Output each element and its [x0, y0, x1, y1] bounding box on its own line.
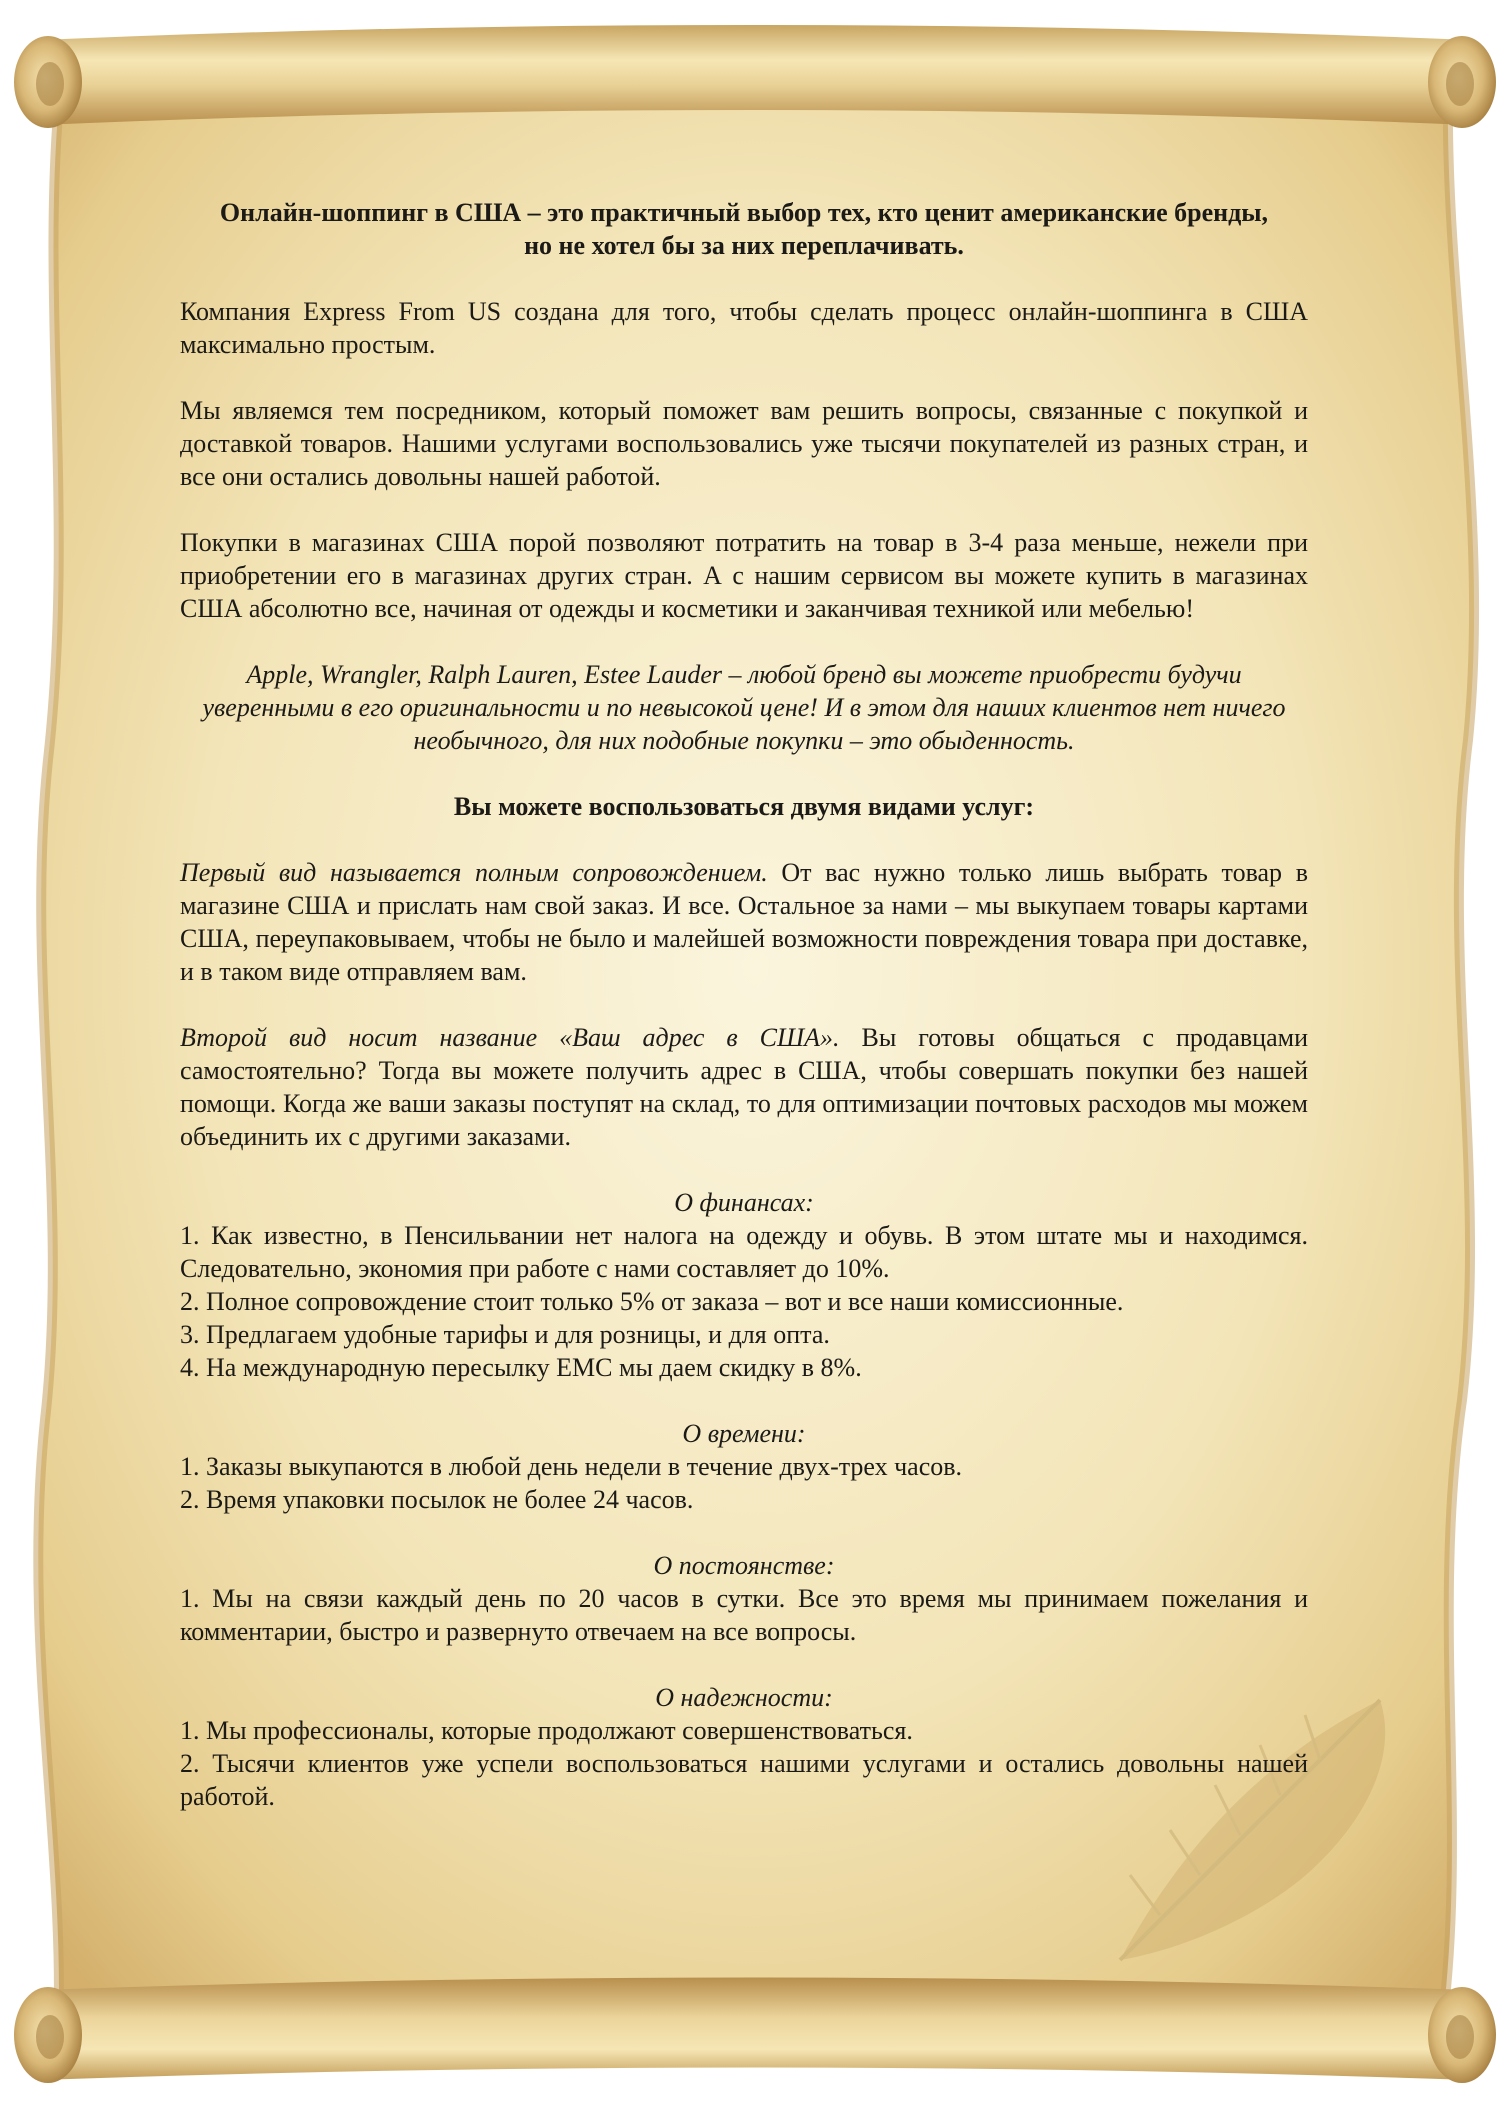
- service-second-paragraph: [180, 1021, 1308, 1153]
- finance-item: 3. Предлагаем удобные тарифы и для розницы, и для опта.: [180, 1320, 830, 1349]
- brands-paragraph: Apple, Wrangler, Ralph Lauren, Estee Lauder – любой бренд вы можете приобрести будучи уверенными в его оригинальности и по невысокой цене! И в этом для наших клиентов нет ничего необычного, для них подобные покупки – это обыденность.: [202, 660, 1286, 755]
- section-title-finance: О финансах:: [674, 1188, 814, 1217]
- constancy-item: 1. Мы на связи каждый день по 20 часов в сутки. Все это время мы принимаем пожелания и комментарии, быстро и развернуто отвечаем на все вопросы.: [180, 1584, 1308, 1646]
- services-heading: Вы можете воспользоваться двумя видами услуг:: [453, 792, 1035, 821]
- reliability-item: 2. Тысячи клиентов уже успели воспользоваться нашими услугами и остались довольны нашей работой.: [180, 1749, 1308, 1811]
- time-item: 2. Время упаковки посылок не более 24 часов.: [180, 1485, 694, 1514]
- prices-paragraph: Покупки в магазинах США порой позволяют потратить на товар в 3-4 раза меньше, нежели при приобретении его в магазинах других стран. А с нашим сервисом вы можете купить в магазинах США абсолютно все, начиная от одежды и косметики и заканчивая техникой или мебелью!: [180, 528, 1308, 623]
- finance-item: 1. Как известно, в Пенсильвании нет налога на одежду и обувь. В этом штате мы и находимся. Следовательно, экономия при работе с нами составляет до 10%.: [180, 1221, 1308, 1283]
- intermediary-paragraph: Мы являемся тем посредником, который поможет вам решить вопросы, связанные с покупкой и доставкой товаров. Нашими услугами воспользовались уже тысячи покупателей из разных стран, и все они остались довольны нашей работой.: [180, 396, 1308, 491]
- section-title-reliability: О надежности:: [655, 1683, 833, 1712]
- document-content: [180, 196, 1308, 1813]
- intro-paragraph: Компания Express From US создана для того, чтобы сделать процесс онлайн-шоппинга в США максимально простым.: [180, 297, 1308, 359]
- service-second-lead: Второй вид носит название «Ваш адрес в США».: [180, 1023, 840, 1052]
- service-second-text: Вы готовы общаться с продавцами самостоятельно? Тогда вы можете получить адрес в США, чтобы совершать покупки без нашей помощи. Когда же ваши заказы поступят на склад, то для оптимизации почтовых расходов мы можем объединить их с другими заказами.: [180, 1023, 1309, 1151]
- finance-item: 4. На международную пересылку EMC мы даем скидку в 8%.: [180, 1353, 862, 1382]
- time-item: 1. Заказы выкупаются в любой день недели в течение двух-трех часов.: [180, 1452, 963, 1481]
- service-first-text: От вас нужно только лишь выбрать товар в магазине США и прислать нам свой заказ. И все. Остальное за нами – мы выкупаем товары картами США, переупаковываем, чтобы не было и малейшей возможности повреждения товара при доставке, и в таком виде отправляем вам.: [180, 858, 1308, 986]
- document-title: Онлайн-шоппинг в США – это практичный выбор тех, кто ценит американские бренды, но не хотел бы за них переплачивать.: [219, 198, 1269, 260]
- section-title-time: О времени:: [682, 1419, 806, 1448]
- service-first-paragraph: [180, 856, 1308, 988]
- finance-item: 2. Полное сопровождение стоит только 5% от заказа – вот и все наши комиссионные.: [180, 1287, 1124, 1316]
- service-first-lead: Первый вид называется полным сопровождением.: [180, 858, 768, 887]
- reliability-item: 1. Мы профессионалы, которые продолжают совершенствоваться.: [180, 1716, 913, 1745]
- section-title-constancy: О постоянстве:: [653, 1551, 835, 1580]
